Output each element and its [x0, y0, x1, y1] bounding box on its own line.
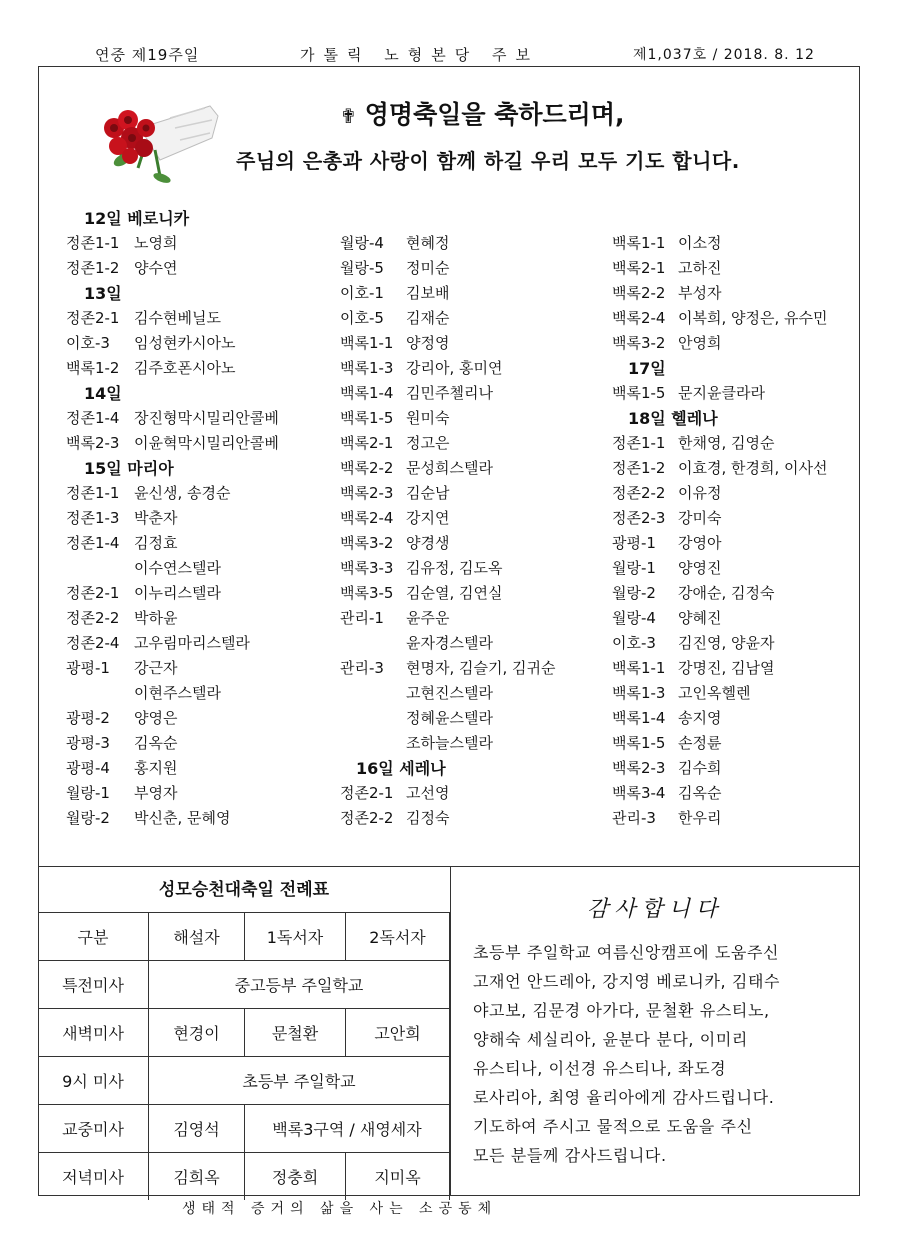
district-code [66, 681, 134, 706]
member-names: 김수현베닐도 [134, 309, 221, 327]
member-names: 김유정, 김도옥 [406, 559, 503, 577]
liturgy-cell: 김희옥 [149, 1153, 245, 1201]
district-code: 백록1-2 [66, 359, 120, 377]
liturgy-cell: 고안희 [346, 1009, 450, 1057]
thanks-line: 초등부 주일학교 여름신앙캠프에 도움주신 [473, 943, 780, 962]
district-code: 백록1-1 [612, 659, 666, 677]
member-names: 양경생 [406, 534, 450, 552]
member-names: 고인옥헬렌 [678, 684, 751, 702]
member-names: 강리아, 홍미연 [406, 359, 503, 377]
member-names: 임성현카시아노 [134, 334, 236, 352]
district-code: 정존1-3 [66, 509, 120, 527]
district-code: 관리-3 [612, 809, 656, 827]
district-code: 월랑-5 [340, 259, 384, 277]
feast-entry [612, 531, 827, 556]
liturgy-row [38, 1105, 450, 1153]
district-code: 월랑-1 [66, 784, 110, 802]
feast-day-heading: 16일 세레나 [356, 759, 446, 778]
feast-entry [66, 631, 279, 656]
feast-entry [340, 606, 555, 631]
member-names: 이수연스텔라 [134, 559, 221, 577]
feast-entry [612, 456, 827, 481]
member-names: 고선영 [406, 784, 450, 802]
feast-entry [66, 656, 279, 681]
feast-entry [66, 531, 279, 556]
member-names: 박신춘, 문혜영 [134, 809, 231, 827]
member-names: 강영아 [678, 534, 722, 552]
liturgy-table-title: 성모승천대축일 전례표 [158, 880, 330, 900]
feast-entry [612, 231, 827, 256]
district-code [340, 681, 406, 706]
feast-entry [612, 381, 827, 406]
mass-name: 9시 미사 [38, 1057, 149, 1105]
district-code [66, 556, 134, 581]
district-code: 백록1-3 [340, 359, 394, 377]
district-code: 백록1-4 [340, 384, 394, 402]
feast-entry [612, 481, 827, 506]
liturgy-row [38, 1009, 450, 1057]
member-names: 강근자 [134, 659, 178, 677]
member-names: 문성희스텔라 [406, 459, 493, 477]
district-code: 정존2-1 [340, 784, 394, 802]
member-names: 양영진 [678, 559, 722, 577]
mass-name: 교중미사 [38, 1105, 149, 1153]
banner-subtitle: 주님의 은총과 사랑이 함께 하길 우리 모두 기도 합니다. [236, 149, 740, 173]
member-names: 김재순 [406, 309, 450, 327]
district-code: 월랑-4 [612, 609, 656, 627]
member-names: 박춘자 [134, 509, 178, 527]
district-code: 관리-1 [340, 609, 384, 627]
feast-entry [340, 631, 555, 656]
district-code: 백록1-5 [612, 384, 666, 402]
feast-entry [340, 581, 555, 606]
feast-entry [340, 456, 555, 481]
thanks-line: 기도하여 주시고 물적으로 도움을 주신 [473, 1117, 753, 1136]
member-names: 박하윤 [134, 609, 178, 627]
member-names: 이누리스텔라 [134, 584, 221, 602]
member-names: 이윤혁막시밀리안콜베 [134, 434, 279, 452]
feast-entry [66, 606, 279, 631]
member-names: 김옥순 [134, 734, 178, 752]
feast-entry [340, 381, 555, 406]
liturgy-cell: 문철환 [245, 1009, 346, 1057]
liturgy-row [38, 1057, 450, 1105]
district-code: 백록2-4 [340, 509, 394, 527]
member-names: 강애순, 김정숙 [678, 584, 775, 602]
member-names: 고하진 [678, 259, 722, 277]
thanks-line: 고재언 안드레아, 강지영 베로니카, 김태수 [473, 972, 781, 991]
bulletin-issue-date: 제1,037호 / 2018. 8. 12 [633, 47, 815, 63]
member-names: 부성자 [678, 284, 722, 302]
feast-entry [340, 406, 555, 431]
district-code: 백록1-4 [612, 709, 666, 727]
feast-day-heading: 18일 헬레나 [628, 409, 718, 428]
member-names: 현혜정 [406, 234, 450, 252]
feast-entry [612, 581, 827, 606]
district-code: 정존2-2 [66, 609, 120, 627]
thanks-line: 로사리아, 최영 율리아에게 감사드립니다. [473, 1088, 775, 1107]
feast-entry [612, 556, 827, 581]
district-code: 백록2-2 [612, 284, 666, 302]
district-code: 백록3-3 [340, 559, 394, 577]
member-names: 노영희 [134, 234, 178, 252]
bulletin-name: 가톨릭 노형본당 주보 [300, 46, 539, 64]
feast-entry [66, 256, 279, 281]
district-code: 백록2-4 [612, 309, 666, 327]
feast-entry [66, 331, 279, 356]
feast-entry [340, 256, 555, 281]
member-names: 한채영, 김영순 [678, 434, 775, 452]
feast-entry [612, 806, 827, 831]
member-names: 김보배 [406, 284, 450, 302]
district-code: 백록2-1 [612, 259, 666, 277]
feast-entry [612, 256, 827, 281]
feast-entry [612, 331, 827, 356]
feast-day-heading: 12일 베로니카 [84, 209, 190, 228]
district-code: 정존2-2 [612, 484, 666, 502]
feast-entry [66, 781, 279, 806]
liturgy-header-cell: 2독서자 [346, 913, 450, 961]
feast-entry [340, 781, 555, 806]
district-code [340, 631, 406, 656]
member-names: 이복희, 양정은, 유수민 [678, 309, 828, 327]
feast-entry [66, 806, 279, 831]
district-code: 월랑-2 [612, 584, 656, 602]
feast-entry [340, 331, 555, 356]
feast-entry [340, 531, 555, 556]
feast-entry [340, 356, 555, 381]
feast-entry [66, 481, 279, 506]
bulletin-week: 연중 제19주일 [95, 46, 200, 64]
liturgy-cell: 지미옥 [346, 1153, 450, 1201]
feast-day-heading: 15일 마리아 [84, 459, 174, 478]
feast-entry [612, 756, 827, 781]
member-names: 송지영 [678, 709, 722, 727]
district-code: 정존2-4 [66, 634, 120, 652]
feast-entry [612, 706, 827, 731]
liturgy-cell: 현경이 [149, 1009, 245, 1057]
member-names: 한우리 [678, 809, 722, 827]
feast-day-heading: 14일 [84, 384, 122, 403]
member-names: 김옥순 [678, 784, 722, 802]
member-names: 강미숙 [678, 509, 722, 527]
feast-entry [66, 681, 279, 706]
district-code: 백록3-2 [612, 334, 666, 352]
liturgy-header-cell: 1독서자 [245, 913, 346, 961]
district-code: 광평-4 [66, 759, 110, 777]
member-names: 조하늘스텔라 [406, 734, 493, 752]
member-names: 윤주운 [406, 609, 450, 627]
district-code: 백록3-2 [340, 534, 394, 552]
member-names: 문지윤클라라 [678, 384, 765, 402]
member-names: 현명자, 김슬기, 김귀순 [406, 659, 556, 677]
member-names: 정혜윤스텔라 [406, 709, 493, 727]
feast-entry [340, 656, 555, 681]
member-names: 김순열, 김연실 [406, 584, 503, 602]
liturgy-row [38, 961, 450, 1009]
member-names: 이소정 [678, 234, 722, 252]
feast-entry [340, 556, 555, 581]
district-code: 관리-3 [340, 659, 384, 677]
district-code: 광평-2 [66, 709, 110, 727]
mass-name: 저녁미사 [38, 1153, 149, 1201]
feast-entry [340, 731, 555, 756]
district-code: 정존1-1 [66, 484, 120, 502]
feast-day-heading: 17일 [628, 359, 666, 378]
district-code: 백록3-4 [612, 784, 666, 802]
district-code: 정존1-1 [612, 434, 666, 452]
district-code: 이호-3 [612, 634, 656, 652]
member-names: 손정륜 [678, 734, 722, 752]
feast-entry [612, 431, 827, 456]
district-code: 백록2-3 [340, 484, 394, 502]
member-names: 김정숙 [406, 809, 450, 827]
member-names: 양수연 [134, 259, 178, 277]
mass-name: 새벽미사 [38, 1009, 149, 1057]
feast-entry [66, 506, 279, 531]
flower-bouquet-icon [100, 98, 220, 188]
feast-entry [66, 356, 279, 381]
feast-entry [340, 806, 555, 831]
member-names: 이효경, 한경희, 이사선 [678, 459, 828, 477]
member-names: 부영자 [134, 784, 178, 802]
banner-title-text: 영명축일을 축하드리며, [364, 100, 625, 129]
district-code: 정존2-1 [66, 309, 120, 327]
member-names: 김정효 [134, 534, 178, 552]
member-names: 안영희 [678, 334, 722, 352]
district-code: 정존1-4 [66, 409, 120, 427]
thanks-line: 양해숙 세실리아, 윤분다 분다, 이미리 [473, 1030, 748, 1049]
thanks-title: 감사합니다 [586, 897, 724, 922]
feast-entry [340, 431, 555, 456]
district-code: 백록1-5 [612, 734, 666, 752]
feast-entry [612, 681, 827, 706]
district-code: 백록1-3 [612, 684, 666, 702]
district-code: 백록2-1 [340, 434, 394, 452]
member-names: 김진영, 양윤자 [678, 634, 775, 652]
feast-entry [66, 706, 279, 731]
member-names: 원미숙 [406, 409, 450, 427]
thanks-line: 야고보, 김문경 아가다, 문철환 유스티노, [473, 1001, 770, 1020]
feast-entry [340, 481, 555, 506]
member-names: 강명진, 김남열 [678, 659, 775, 677]
thanks-body [473, 938, 853, 1170]
feast-entry [612, 306, 827, 331]
liturgy-merged-cell: 중고등부 주일학교 [149, 961, 450, 1009]
district-code: 광평-1 [612, 534, 656, 552]
feast-entry [340, 306, 555, 331]
district-code [340, 731, 406, 756]
district-code: 백록2-3 [66, 434, 120, 452]
member-names: 김수희 [678, 759, 722, 777]
district-code: 월랑-1 [612, 559, 656, 577]
district-code: 광평-1 [66, 659, 110, 677]
member-names: 이현주스텔라 [134, 684, 221, 702]
feast-entry [340, 231, 555, 256]
feast-entry [340, 506, 555, 531]
section-divider [38, 866, 860, 867]
feast-entry [66, 231, 279, 256]
district-code: 백록2-3 [612, 759, 666, 777]
liturgy-header-cell: 해설자 [149, 913, 245, 961]
district-code: 정존1-1 [66, 234, 120, 252]
member-names: 장진형막시밀리안콜베 [134, 409, 279, 427]
district-code: 백록2-2 [340, 459, 394, 477]
member-names: 양혜진 [678, 609, 722, 627]
liturgy-merged-cell: 초등부 주일학교 [149, 1057, 450, 1105]
member-names: 정미순 [406, 259, 450, 277]
district-code [340, 706, 406, 731]
feast-entry [612, 781, 827, 806]
district-code: 이호-5 [340, 309, 384, 327]
member-names: 정고은 [406, 434, 450, 452]
banner-title [340, 95, 624, 131]
district-code: 월랑-2 [66, 809, 110, 827]
member-names: 강지연 [406, 509, 450, 527]
feast-entry [612, 606, 827, 631]
liturgy-cell: 백록3구역 / 새영세자 [245, 1105, 450, 1153]
feast-entry [66, 306, 279, 331]
feast-entry [340, 681, 555, 706]
liturgy-cell: 정충희 [245, 1153, 346, 1201]
liturgy-row [38, 1153, 450, 1201]
district-code: 광평-3 [66, 734, 110, 752]
feast-column-3 [612, 231, 827, 831]
feast-entry [612, 731, 827, 756]
feast-column-2 [340, 231, 555, 831]
mass-name: 특전미사 [38, 961, 149, 1009]
feast-entry [66, 431, 279, 456]
member-names: 양정영 [406, 334, 450, 352]
thanks-line: 모든 분들께 감사드립니다. [473, 1146, 667, 1165]
district-code: 정존1-2 [66, 259, 120, 277]
feast-entry [340, 706, 555, 731]
feast-entry [66, 406, 279, 431]
liturgy-header-row [38, 913, 450, 961]
feast-entry [66, 756, 279, 781]
feast-entry [66, 556, 279, 581]
district-code: 정존2-1 [66, 584, 120, 602]
district-code: 정존1-4 [66, 534, 120, 552]
feast-entry [612, 656, 827, 681]
member-names: 고현진스텔라 [406, 684, 493, 702]
district-code: 백록3-5 [340, 584, 394, 602]
member-names: 윤자경스텔라 [406, 634, 493, 652]
district-code: 이호-3 [66, 334, 110, 352]
member-names: 고우림마리스텔라 [134, 634, 250, 652]
feast-entry [66, 581, 279, 606]
feast-entry [66, 731, 279, 756]
feast-day-heading: 13일 [84, 284, 122, 303]
district-code: 정존2-2 [340, 809, 394, 827]
member-names: 이유정 [678, 484, 722, 502]
cross-icon: ✟ [340, 104, 357, 128]
liturgy-cell: 김영석 [149, 1105, 245, 1153]
footer-motto: 생태적 증거의 삶을 사는 소공동체 [182, 1201, 498, 1217]
district-code: 백록1-5 [340, 409, 394, 427]
district-code: 백록1-1 [340, 334, 394, 352]
thanks-line: 유스티나, 이선경 유스티나, 좌도경 [473, 1059, 727, 1078]
district-code: 정존1-2 [612, 459, 666, 477]
district-code: 월랑-4 [340, 234, 384, 252]
member-names: 김주호폰시아노 [134, 359, 236, 377]
feast-entry [340, 281, 555, 306]
member-names: 양영은 [134, 709, 178, 727]
district-code: 이호-1 [340, 284, 384, 302]
member-names: 김민주첼리나 [406, 384, 493, 402]
feast-entry [612, 506, 827, 531]
feast-column-1 [66, 206, 279, 831]
liturgy-table [38, 912, 450, 1200]
feast-entry [612, 631, 827, 656]
member-names: 윤신생, 송경순 [134, 484, 231, 502]
member-names: 홍지원 [134, 759, 178, 777]
liturgy-header-cell: 구분 [38, 913, 149, 961]
district-code: 정존2-3 [612, 509, 666, 527]
feast-entry [612, 281, 827, 306]
member-names: 김순남 [406, 484, 450, 502]
district-code: 백록1-1 [612, 234, 666, 252]
